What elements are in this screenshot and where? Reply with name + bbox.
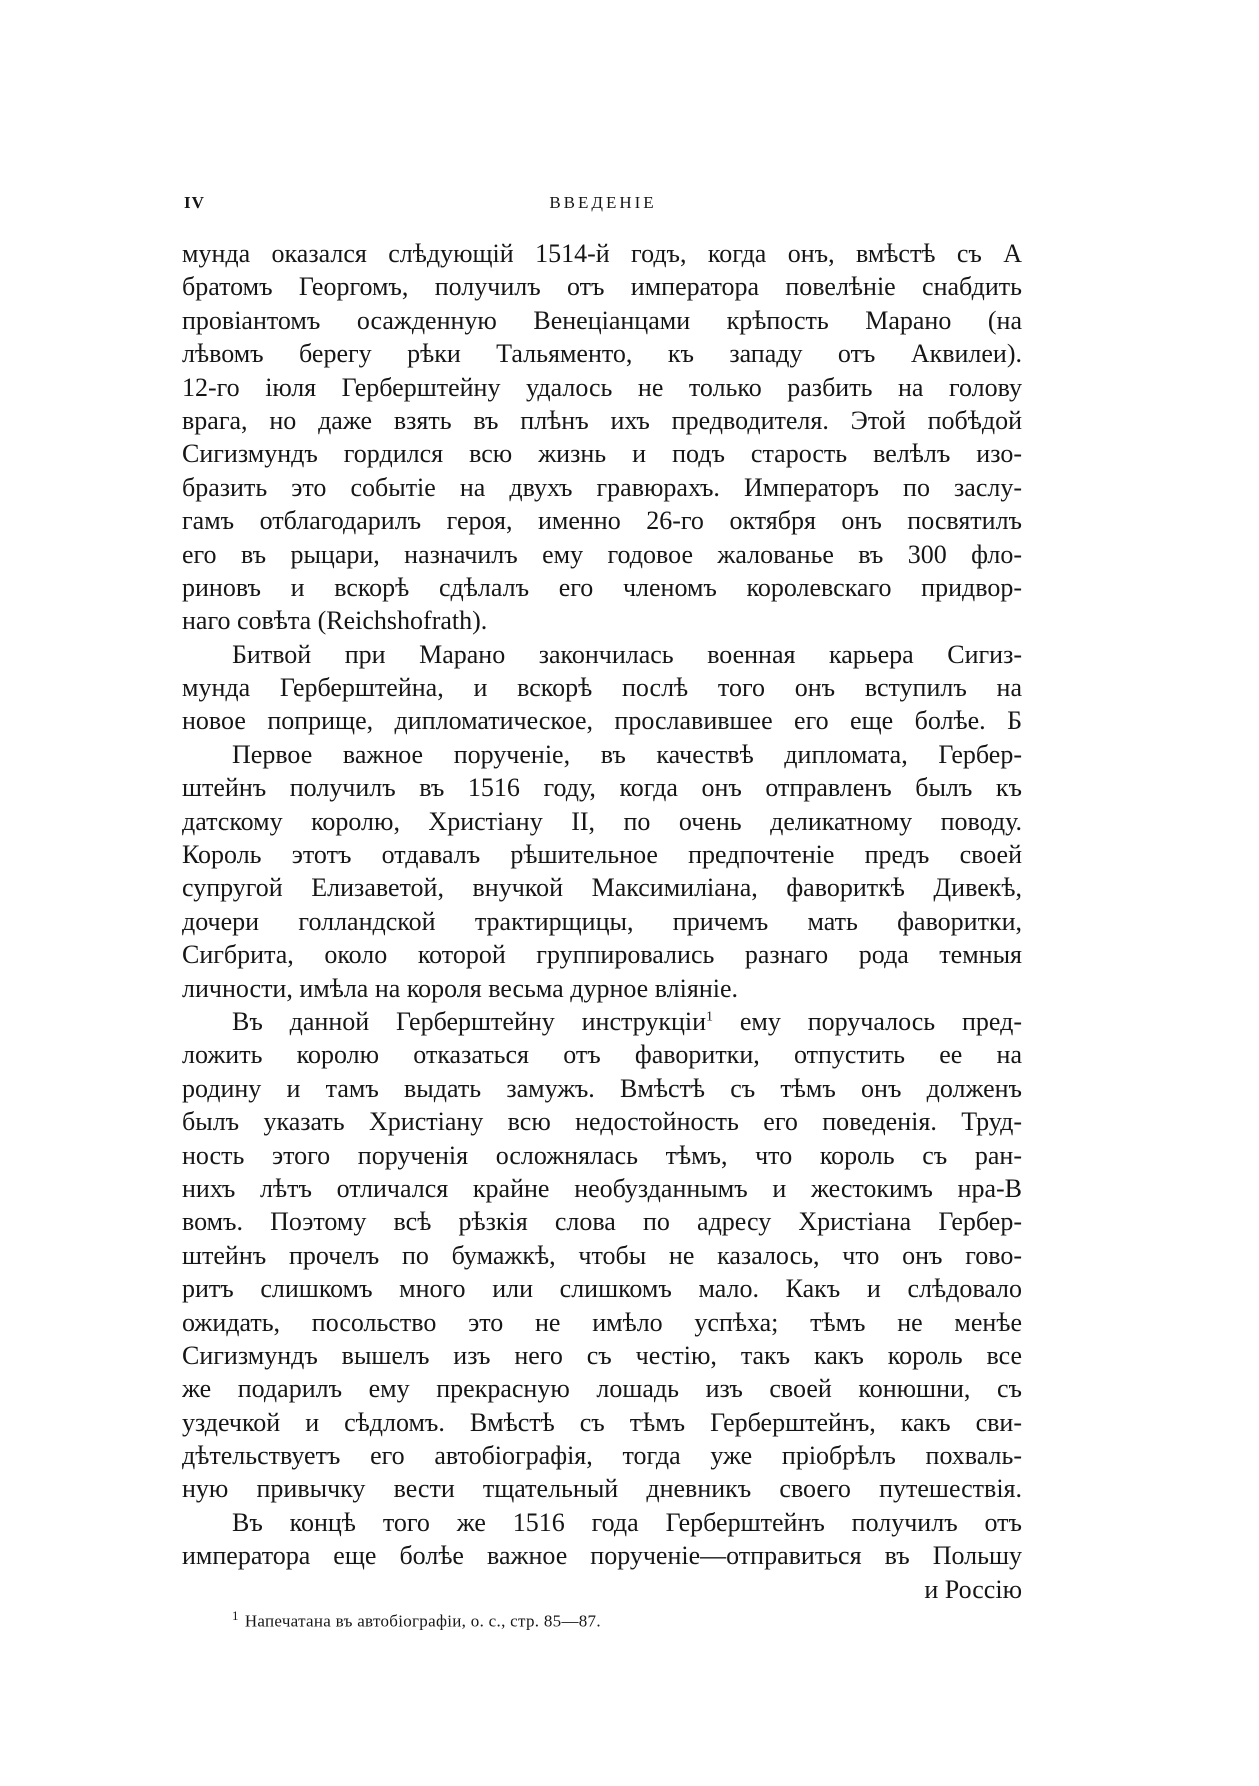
text-line: Битвой при Марано закончилась военная карьера Сигиз- xyxy=(232,639,1022,669)
running-title: ВВЕДЕНІЕ xyxy=(549,193,657,212)
text-line: риновъ и вскорѣ сдѣлалъ его членомъ королевскаго придвор- xyxy=(182,572,1022,602)
footnote-reference[interactable]: 1 xyxy=(706,1009,714,1025)
text-line: же подарилъ ему прекрасную лошадь изъ своей конюшни, съ xyxy=(182,1374,1022,1404)
text-line: Первое важное порученіе, въ качествѣ дипломата, Гербер- xyxy=(232,739,1022,769)
text-line: мунда оказался слѣдующій 1514-й годъ, когда онъ, вмѣстѣ съ А xyxy=(182,239,1022,268)
text-line: дѣтельствуетъ его автобіографія, тогда уже пріобрѣлъ похваль- xyxy=(182,1441,1022,1471)
text-line: ритъ слишкомъ много или слишкомъ мало. Какъ и слѣдовало xyxy=(182,1274,1022,1304)
text-line: дочери голландской трактирщицы, причемъ мать фаворитки, xyxy=(182,906,1022,936)
catchword: и Россію xyxy=(924,1574,1022,1604)
page-header xyxy=(184,193,1022,219)
text-line: датскому королю, Христіану II, по очень деликатному поводу. xyxy=(182,806,1022,836)
text-line: новое поприще, дипломатическое, прославившее его еще болѣе. Б xyxy=(182,706,1022,736)
text-line: ную привычку вести тщательный дневникъ своего путешествія. xyxy=(182,1474,1022,1504)
text-line: гамъ отблагодарилъ героя, именно 26-го октября онъ посвятилъ xyxy=(182,506,1022,536)
text-line: императора еще болѣе важное порученіе—отправиться въ Польшу xyxy=(182,1541,1022,1571)
footnote xyxy=(232,1608,601,1632)
text-line: лѣвомъ берегу рѣки Тальяменто, къ западу отъ Аквилеи). xyxy=(182,339,1022,369)
text-line: былъ указать Христіану всю недостойность его поведенія. Труд- xyxy=(182,1107,1022,1137)
text-line: Сигизмундъ гордился всю жизнь и подъ старость велѣлъ изо- xyxy=(182,439,1022,469)
text-line: бразить это событіе на двухъ гравюрахъ. Императоръ по заслу- xyxy=(182,472,1022,502)
page-number: IV xyxy=(184,193,205,212)
text-line: уздечкой и сѣдломъ. Вмѣстѣ съ тѣмъ Герберштейнъ, какъ сви- xyxy=(182,1407,1022,1437)
text-line: 12-го іюля Герберштейну удалось не только разбить на голову xyxy=(182,372,1022,402)
footnote-text: Напечатана въ автобіографіи, о. с., стр. 85—87. xyxy=(244,1611,601,1631)
text-line: супругой Елизаветой, внучкой Максимиліана, фавориткѣ Дивекѣ, xyxy=(182,873,1022,903)
text-line: личности, имѣла на короля весьма дурное вліяніе. xyxy=(182,973,738,1003)
text-line: наго совѣта (Reichshofrath). xyxy=(182,606,488,636)
body-text xyxy=(182,237,1022,1606)
text-line: провіантомъ осажденную Венеціанцами крѣпость Марано (на xyxy=(182,305,1022,335)
text-line: родину и тамъ выдать замужъ. Вмѣстѣ съ тѣмъ онъ долженъ xyxy=(182,1073,1022,1103)
text-line: его въ рыцари, назначилъ ему годовое жалованье въ 300 фло- xyxy=(182,539,1022,569)
text-line: ность этого порученія осложнялась тѣмъ, что король съ ран- xyxy=(182,1140,1022,1170)
text-line-with-footnote-ref xyxy=(182,1005,1022,1038)
text-line: Сигизмундъ вышелъ изъ него съ честію, такъ какъ король все xyxy=(182,1340,1022,1370)
line-text-end: ему поручалось пред- xyxy=(739,1006,1022,1036)
text-line: Король этотъ отдавалъ рѣшительное предпочтеніе предъ своей xyxy=(182,840,1022,870)
text-line: мунда Герберштейна, и вскорѣ послѣ того онъ вступилъ на xyxy=(182,673,1022,703)
text-line: врага, но даже взять въ плѣнъ ихъ предводителя. Этой побѣдой xyxy=(182,405,1022,435)
footnote-mark: 1 xyxy=(232,1608,239,1623)
text-line: братомъ Георгомъ, получилъ отъ императора повелѣніе снабдить xyxy=(182,272,1022,302)
text-line: Въ концѣ того же 1516 года Герберштейнъ получилъ отъ xyxy=(232,1507,1022,1537)
text-line: нихъ лѣтъ отличался крайне необузданнымъ и жестокимъ нра-В xyxy=(182,1173,1022,1203)
text-line: штейнъ прочелъ по бумажкѣ, чтобы не казалось, что онъ гово- xyxy=(182,1240,1022,1270)
line-text-start: Въ данной Герберштейну инструкціи xyxy=(232,1006,707,1036)
text-line: штейнъ получилъ въ 1516 году, когда онъ отправленъ былъ къ xyxy=(182,773,1022,803)
text-line: ожидать, посольство это не имѣло успѣха; тѣмъ не менѣе xyxy=(182,1307,1022,1337)
text-line: ложить королю отказаться отъ фаворитки, отпустить ее на xyxy=(182,1040,1022,1070)
text-line: Сигбрита, около которой группировались разнаго рода темныя xyxy=(182,940,1022,970)
text-line: вомъ. Поэтому всѣ рѣзкія слова по адресу Христіана Гербер- xyxy=(182,1207,1022,1237)
